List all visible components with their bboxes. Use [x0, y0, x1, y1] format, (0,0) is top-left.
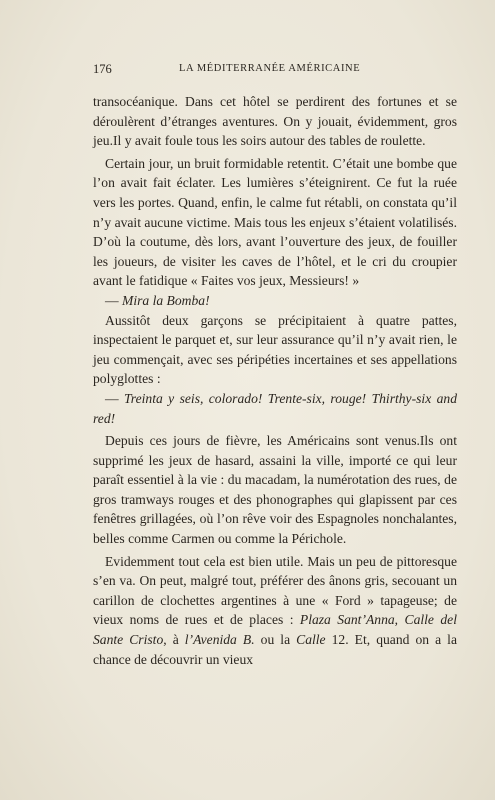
paragraph-6: Depuis ces jours de fièvre, les Américains sont venus.Ils ont supprimé les jeux de hasard, assaini la ville, importé ce qui leur paraît essentiel à la vie : du macadam, la numérotation des rues, de gros tramways rouges et des phonographes qui glapissent par ces fenêtres grillagées, où l’on rêve voir des Espagnoles nonchalantes, belles comme Carmen ou comme la Périchole. — [93, 433, 457, 547]
paragraph-5 — [93, 389, 457, 428]
paragraph-3 — [93, 291, 457, 311]
paragraph-7 — [93, 552, 457, 670]
paragraph-1: transocéanique. Dans cet hôtel se perdirent des fortunes et se déroulèrent d’étranges aventures. On y jouait, évidemment, gros jeu.Il y avait foule tous les soirs autour des tables de roulette. — [93, 94, 457, 149]
page-number: 176 — [93, 62, 112, 76]
text-run: Evidemment tout cela est bien utile. Mais un peu de pittoresque s’en va. On peut, malgré tout, préférer des ânons gris, secouant un carillon de clochettes argentines à une « Ford » tapageuse; de vieux noms de rues et de places : — [93, 553, 457, 628]
exclamation-italic: Mira la Bomba! — [122, 292, 210, 308]
text-run: , à — [163, 632, 185, 648]
text-run: , — [394, 612, 405, 628]
paragraph-4: Aussitôt deux garçons se précipitaient à quatre pattes, inspectaient le parquet et, sur leur assurance qu’il n’y avait rien, le jeu commençait, avec ses péripéties incertaines et ses appellations polyglottes : — [93, 312, 457, 387]
dash: — — [105, 390, 124, 406]
dash: — — [105, 292, 122, 308]
body-text — [93, 92, 457, 669]
place-name-italic: Plaza Sant’Anna — [299, 612, 395, 628]
running-title: LA MÉDITERRANÉE AMÉRICAINE — [179, 63, 361, 74]
text-run: ou la — [254, 632, 297, 648]
text-run: 12. Et, quand on a la chance de découvrir un vieux — [93, 632, 457, 667]
place-name-italic: Calle del Sante Cristo — [93, 612, 457, 648]
paragraph-2: Certain jour, un bruit formidable retentit. C’était une bombe que l’on avait fait éclater. Les lumières s’éteignirent. Ce fut la ruée vers les portes. Quand, enfin, le calme fut rétabli, on constata qu’il n’y avait aucune victime. Mais tous les enjeux s’étaient volatilisés. D’où la coutume, dès lors, avant l’ouverture des jeux, de fouiller les joueurs, de visiter les caves de l’hôtel, et le cri du croupier avant le fatidique « Faites vos jeux, Messieurs! » — [93, 155, 457, 289]
croupier-call-italic: Treinta y seis, colorado! Trente-six, rouge! Thirthy-six and red! — [93, 390, 458, 426]
place-name-italic: l’Avenida B. — [184, 632, 255, 648]
place-name-italic: Calle — [296, 632, 326, 648]
